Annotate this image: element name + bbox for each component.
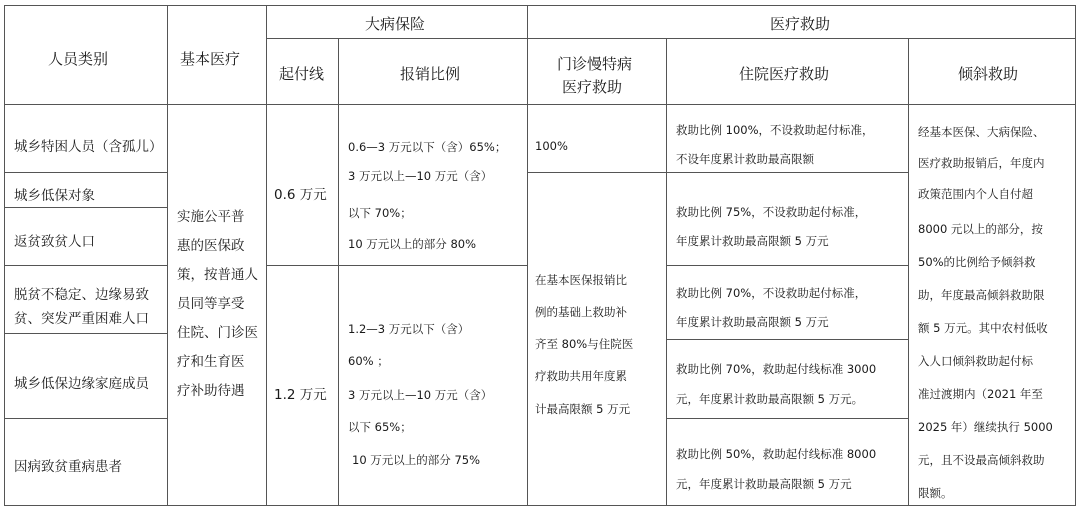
reimbursement-text: 0.6—3 万元以下（含）65%；	[348, 140, 507, 154]
tilt-text: 元，且不设最高倾斜救助	[918, 453, 1045, 467]
header-basic: 基本医疗	[180, 50, 241, 68]
header-reimbursement: 报销比例	[400, 65, 461, 83]
inpatient-text: 年度累计救助最高限额 5 万元	[676, 315, 829, 329]
category-item: 贫、突发严重困难人口	[14, 311, 149, 327]
inpatient-text: 救助比例 75%，不设救助起付标准，	[676, 205, 867, 219]
inpatient-text: 元，年度累计救助最高限额 5 万元	[676, 477, 852, 491]
basic-medical-text: 疗补助待遇	[177, 383, 245, 399]
basic-medical-text: 员同等享受	[177, 296, 245, 312]
header-inpatient: 住院医疗救助	[739, 65, 830, 83]
reimbursement-text: 60% ；	[348, 354, 389, 368]
basic-medical-text: 疗和生育医	[177, 354, 245, 370]
inpatient-text: 救助比例 70%，不设救助起付标准，	[676, 286, 867, 300]
reimbursement-text: 以下 65%；	[348, 420, 412, 434]
inpatient-text: 救助比例 100%，不设救助起付标准，	[676, 123, 874, 137]
header-critical-illness: 大病保险	[365, 15, 426, 33]
category-item: 因病致贫重病患者	[14, 459, 122, 475]
header-outpatient: 医疗救助	[562, 78, 623, 96]
tilt-text: 入人口倾斜救助起付标	[918, 354, 1033, 368]
inpatient-text: 年度累计救助最高限额 5 万元	[676, 234, 829, 248]
header-outpatient: 门诊慢特病	[557, 55, 633, 73]
category-item: 城乡特困人员（含孤儿）	[14, 139, 163, 155]
threshold-value: 1.2 万元	[274, 387, 327, 403]
header-tilt: 倾斜救助	[958, 65, 1019, 83]
tilt-text: 准过渡期内（2021 年至	[918, 387, 1043, 401]
reimbursement-text: 10 万元以上的部分 75%	[352, 453, 481, 467]
tilt-text: 额 5 万元。其中农村低收	[918, 321, 1048, 335]
inpatient-text: 救助比例 50%，救助起付线标准 8000	[676, 447, 877, 461]
reimbursement-text: 3 万元以上—10 万元（含）	[348, 388, 493, 402]
category-item: 城乡低保对象	[14, 188, 95, 204]
header-medical-aid: 医疗救助	[770, 15, 831, 33]
basic-medical-text: 策，按普通人	[177, 267, 258, 283]
inpatient-text: 不设年度累计救助最高限额	[676, 152, 814, 166]
inpatient-text: 元，年度累计救助最高限额 5 万元。	[676, 392, 864, 406]
reimbursement-text: 10 万元以上的部分 80%	[348, 237, 477, 251]
tilt-text: 50%的比例给予倾斜救	[918, 255, 1036, 269]
outpatient-value: 100%	[535, 139, 568, 153]
reimbursement-text: 1.2—3 万元以下（含）	[348, 322, 470, 336]
tilt-text: 助，年度最高倾斜救助限	[918, 288, 1045, 302]
tilt-text: 医疗救助报销后，年度内	[918, 156, 1045, 170]
inpatient-text: 救助比例 70%，救助起付线标准 3000	[676, 362, 877, 376]
tilt-text: 2025 年）继续执行 5000	[918, 420, 1053, 434]
outpatient-text: 在基本医保报销比	[535, 273, 627, 287]
header-threshold: 起付线	[279, 65, 325, 83]
category-item: 脱贫不稳定、边缘易致	[14, 287, 149, 303]
tilt-text: 8000 元以上的部分，按	[918, 222, 1043, 236]
outpatient-text: 计最高限额 5 万元	[535, 402, 631, 416]
basic-medical-text: 惠的医保政	[177, 238, 245, 254]
reimbursement-text: 以下 70%；	[348, 206, 412, 220]
category-item: 返贫致贫人口	[14, 234, 95, 250]
outpatient-text: 齐至 80%与住院医	[535, 337, 634, 351]
header-category: 人员类别	[48, 50, 109, 68]
threshold-value: 0.6 万元	[274, 187, 327, 203]
outpatient-text: 疗救助共用年度累	[535, 369, 627, 383]
outpatient-text: 例的基础上救助补	[535, 305, 627, 319]
basic-medical-text: 住院、门诊医	[177, 325, 258, 341]
tilt-text: 经基本医保、大病保险、	[918, 125, 1045, 139]
tilt-text: 限额。	[918, 486, 953, 500]
tilt-text: 政策范围内个人自付超	[918, 187, 1033, 201]
reimbursement-text: 3 万元以上—10 万元（含）	[348, 169, 493, 183]
category-item: 城乡低保边缘家庭成员	[14, 376, 149, 392]
basic-medical-text: 实施公平普	[177, 209, 245, 225]
